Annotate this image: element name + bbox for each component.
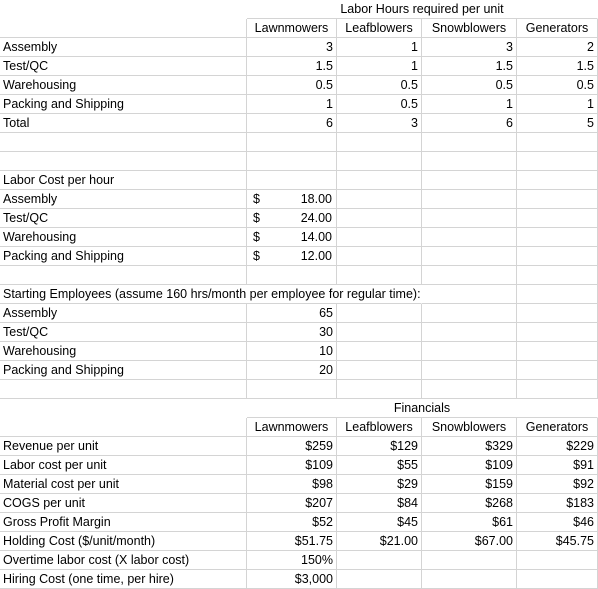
labor-cost-row-label[interactable]: Packing and Shipping bbox=[0, 247, 247, 266]
financials-value[interactable]: $129 bbox=[337, 437, 422, 456]
labor-cost-title[interactable]: Labor Cost per hour bbox=[0, 171, 247, 190]
financials-value[interactable]: $207 bbox=[247, 494, 337, 513]
labor-hours-value[interactable]: 6 bbox=[247, 114, 337, 133]
financials-value[interactable]: $329 bbox=[422, 437, 517, 456]
employees-title[interactable]: Starting Employees (assume 160 hrs/month per employee for regular time): bbox=[0, 285, 422, 304]
labor-hours-row-label[interactable]: Assembly bbox=[0, 38, 247, 57]
empty-cell[interactable] bbox=[247, 133, 337, 152]
labor-hours-row-label[interactable]: Packing and Shipping bbox=[0, 95, 247, 114]
financials-value[interactable]: $3,000 bbox=[247, 570, 337, 589]
labor-hours-value[interactable]: 1.5 bbox=[422, 57, 517, 76]
labor-hours-value[interactable]: 5 bbox=[517, 114, 598, 133]
labor-hours-value[interactable]: 2 bbox=[517, 38, 598, 57]
empty-cell[interactable] bbox=[422, 285, 517, 304]
amount: 24.00 bbox=[300, 211, 332, 225]
labor-hours-value[interactable]: 3 bbox=[247, 38, 337, 57]
empty-cell[interactable] bbox=[422, 380, 517, 399]
empty-cell[interactable] bbox=[247, 380, 337, 399]
empty-cell[interactable] bbox=[422, 171, 517, 190]
financials-value[interactable]: $45 bbox=[337, 513, 422, 532]
financials-value[interactable] bbox=[422, 570, 517, 589]
empty-cell[interactable] bbox=[337, 228, 422, 247]
employees-row-label[interactable]: Packing and Shipping bbox=[0, 361, 247, 380]
financials-value[interactable]: $52 bbox=[247, 513, 337, 532]
financials-value[interactable]: $51.75 bbox=[247, 532, 337, 551]
financials-row-label[interactable]: Hiring Cost (one time, per hire) bbox=[0, 570, 247, 589]
financials-row-label[interactable]: Labor cost per unit bbox=[0, 456, 247, 475]
empty-cell[interactable] bbox=[422, 190, 517, 209]
labor-cost-value[interactable] bbox=[247, 247, 337, 266]
financials-value[interactable] bbox=[337, 570, 422, 589]
empty-cell[interactable] bbox=[337, 266, 422, 285]
financials-value[interactable]: $229 bbox=[517, 437, 598, 456]
labor-hours-row-label[interactable]: Warehousing bbox=[0, 76, 247, 95]
empty-cell[interactable] bbox=[517, 266, 598, 285]
empty-cell[interactable] bbox=[517, 171, 598, 190]
financials-value[interactable]: $92 bbox=[517, 475, 598, 494]
financials-value[interactable]: $45.75 bbox=[517, 532, 598, 551]
labor-cost-row-label[interactable]: Test/QC bbox=[0, 209, 247, 228]
empty-cell[interactable] bbox=[517, 323, 598, 342]
empty-cell[interactable] bbox=[517, 361, 598, 380]
labor-hours-value[interactable]: 0.5 bbox=[422, 76, 517, 95]
labor-cost-value[interactable] bbox=[247, 228, 337, 247]
currency-symbol: $ bbox=[253, 230, 260, 244]
financials-value[interactable]: $46 bbox=[517, 513, 598, 532]
labor-hours-value[interactable]: 1 bbox=[337, 38, 422, 57]
financials-title[interactable]: Financials bbox=[247, 399, 598, 418]
empty-cell[interactable] bbox=[422, 361, 517, 380]
empty-cell[interactable] bbox=[0, 380, 247, 399]
empty-cell[interactable] bbox=[337, 323, 422, 342]
financials-value[interactable]: $183 bbox=[517, 494, 598, 513]
labor-hours-value[interactable]: 1 bbox=[247, 95, 337, 114]
labor-hours-value[interactable]: 1.5 bbox=[247, 57, 337, 76]
empty-cell[interactable] bbox=[422, 228, 517, 247]
empty-cell[interactable] bbox=[337, 304, 422, 323]
empty-cell[interactable] bbox=[337, 361, 422, 380]
labor-cost-value[interactable] bbox=[247, 209, 337, 228]
financials-value[interactable] bbox=[517, 570, 598, 589]
header-snowblowers[interactable]: Snowblowers bbox=[422, 19, 517, 38]
financials-row-label[interactable]: Holding Cost ($/unit/month) bbox=[0, 532, 247, 551]
fin-header-snowblowers[interactable]: Snowblowers bbox=[422, 418, 517, 437]
empty-cell[interactable] bbox=[247, 171, 337, 190]
empty-cell[interactable] bbox=[0, 152, 247, 171]
financials-value[interactable]: $98 bbox=[247, 475, 337, 494]
labor-hours-value[interactable]: 1 bbox=[422, 95, 517, 114]
financials-value[interactable]: $259 bbox=[247, 437, 337, 456]
empty-cell[interactable] bbox=[0, 418, 247, 437]
employees-value[interactable]: 10 bbox=[247, 342, 337, 361]
empty-cell[interactable] bbox=[517, 209, 598, 228]
employees-row-label[interactable]: Test/QC bbox=[0, 323, 247, 342]
empty-cell[interactable] bbox=[337, 380, 422, 399]
financials-value[interactable]: $67.00 bbox=[422, 532, 517, 551]
labor-hours-value[interactable]: 3 bbox=[337, 114, 422, 133]
currency-symbol: $ bbox=[253, 249, 260, 263]
fin-header-generators[interactable]: Generators bbox=[517, 418, 598, 437]
financials-value[interactable]: $268 bbox=[422, 494, 517, 513]
fin-header-lawnmowers[interactable]: Lawnmowers bbox=[247, 418, 337, 437]
empty-cell[interactable] bbox=[422, 209, 517, 228]
labor-hours-title[interactable]: Labor Hours required per unit bbox=[247, 0, 598, 19]
labor-cost-row-label[interactable]: Warehousing bbox=[0, 228, 247, 247]
empty-cell[interactable] bbox=[517, 342, 598, 361]
labor-hours-value[interactable]: 6 bbox=[422, 114, 517, 133]
fin-header-leafblowers[interactable]: Leafblowers bbox=[337, 418, 422, 437]
financials-value[interactable]: $159 bbox=[422, 475, 517, 494]
header-generators[interactable]: Generators bbox=[517, 19, 598, 38]
empty-cell[interactable] bbox=[337, 171, 422, 190]
empty-cell[interactable] bbox=[422, 304, 517, 323]
empty-cell[interactable] bbox=[337, 209, 422, 228]
currency-symbol: $ bbox=[253, 192, 260, 206]
empty-cell[interactable] bbox=[517, 190, 598, 209]
empty-cell[interactable] bbox=[517, 247, 598, 266]
empty-cell[interactable] bbox=[247, 152, 337, 171]
labor-hours-value[interactable]: 1.5 bbox=[517, 57, 598, 76]
financials-row-label[interactable]: Revenue per unit bbox=[0, 437, 247, 456]
labor-hours-value[interactable]: 3 bbox=[422, 38, 517, 57]
empty-cell[interactable] bbox=[0, 266, 247, 285]
empty-cell[interactable] bbox=[517, 133, 598, 152]
empty-cell[interactable] bbox=[422, 247, 517, 266]
labor-hours-value[interactable]: 1 bbox=[517, 95, 598, 114]
empty-cell[interactable] bbox=[422, 266, 517, 285]
financials-value[interactable]: $61 bbox=[422, 513, 517, 532]
financials-value[interactable]: 150% bbox=[247, 551, 337, 570]
financials-value[interactable]: $21.00 bbox=[337, 532, 422, 551]
labor-hours-value[interactable]: 0.5 bbox=[247, 76, 337, 95]
financials-value[interactable] bbox=[422, 551, 517, 570]
financials-value[interactable]: $109 bbox=[247, 456, 337, 475]
labor-hours-value[interactable]: 0.5 bbox=[337, 95, 422, 114]
labor-hours-row-label[interactable]: Total bbox=[0, 114, 247, 133]
amount: 12.00 bbox=[300, 249, 332, 263]
empty-cell[interactable] bbox=[422, 323, 517, 342]
financials-value[interactable]: $84 bbox=[337, 494, 422, 513]
labor-hours-value[interactable]: 1 bbox=[337, 57, 422, 76]
financials-value[interactable]: $91 bbox=[517, 456, 598, 475]
empty-cell[interactable] bbox=[422, 152, 517, 171]
empty-cell[interactable] bbox=[337, 190, 422, 209]
financials-value[interactable] bbox=[337, 551, 422, 570]
amount: 14.00 bbox=[300, 230, 332, 244]
empty-cell[interactable] bbox=[337, 247, 422, 266]
employees-value[interactable]: 20 bbox=[247, 361, 337, 380]
empty-cell[interactable] bbox=[517, 380, 598, 399]
financials-value[interactable]: $55 bbox=[337, 456, 422, 475]
header-leafblowers[interactable]: Leafblowers bbox=[337, 19, 422, 38]
financials-row-label[interactable]: Gross Profit Margin bbox=[0, 513, 247, 532]
employees-value[interactable]: 65 bbox=[247, 304, 337, 323]
financials-row-label[interactable]: COGS per unit bbox=[0, 494, 247, 513]
employees-row-label[interactable]: Assembly bbox=[0, 304, 247, 323]
empty-cell[interactable] bbox=[247, 266, 337, 285]
empty-cell[interactable] bbox=[517, 285, 598, 304]
empty-cell[interactable] bbox=[517, 304, 598, 323]
currency-symbol: $ bbox=[253, 211, 260, 225]
labor-hours-row-label[interactable]: Test/QC bbox=[0, 57, 247, 76]
empty-cell[interactable] bbox=[517, 228, 598, 247]
empty-cell[interactable] bbox=[337, 152, 422, 171]
financials-row-label[interactable]: Overtime labor cost (X labor cost) bbox=[0, 551, 247, 570]
financials-value[interactable]: $29 bbox=[337, 475, 422, 494]
labor-cost-row-label[interactable]: Assembly bbox=[0, 190, 247, 209]
empty-cell[interactable] bbox=[422, 133, 517, 152]
empty-cell[interactable] bbox=[0, 19, 247, 38]
financials-value[interactable]: $109 bbox=[422, 456, 517, 475]
labor-cost-value[interactable] bbox=[247, 190, 337, 209]
financials-row-label[interactable]: Material cost per unit bbox=[0, 475, 247, 494]
employees-row-label[interactable]: Warehousing bbox=[0, 342, 247, 361]
labor-hours-value[interactable]: 0.5 bbox=[337, 76, 422, 95]
empty-cell[interactable] bbox=[0, 133, 247, 152]
amount: 18.00 bbox=[300, 192, 332, 206]
empty-cell[interactable] bbox=[422, 342, 517, 361]
empty-cell[interactable] bbox=[337, 342, 422, 361]
employees-value[interactable]: 30 bbox=[247, 323, 337, 342]
empty-cell[interactable] bbox=[337, 133, 422, 152]
financials-value[interactable] bbox=[517, 551, 598, 570]
labor-hours-value[interactable]: 0.5 bbox=[517, 76, 598, 95]
empty-cell[interactable] bbox=[517, 152, 598, 171]
header-lawnmowers[interactable]: Lawnmowers bbox=[247, 19, 337, 38]
